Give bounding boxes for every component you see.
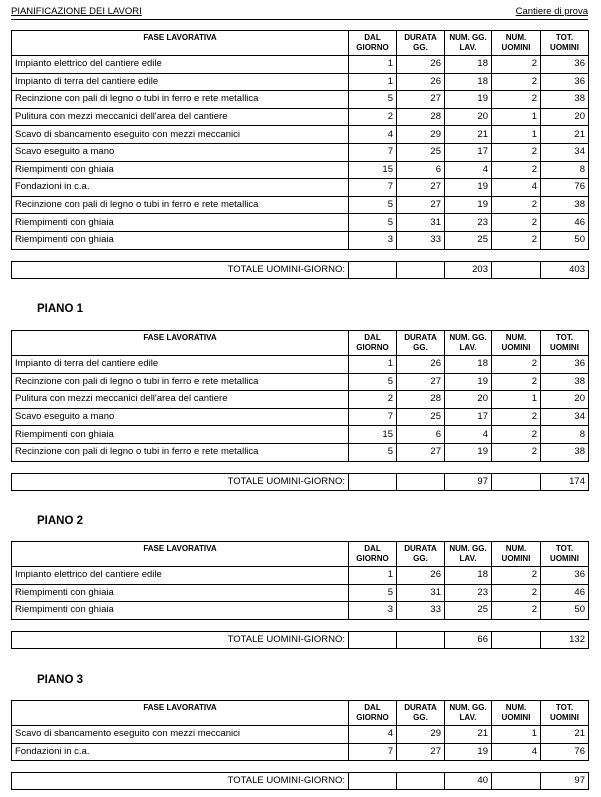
cell-num-gg-lav: 19 [445,443,492,461]
total-label: TOTALE UOMINI-GIORNO: [12,262,349,279]
total-row [12,262,589,279]
table-row [12,726,589,744]
cell-num-gg-lav: 21 [445,726,492,744]
cell-dal-giorno: 4 [349,726,397,744]
cell-fase: Recinzione con pali di legno o tubi in ferro e rete metallica [12,373,349,391]
total-table [11,261,589,279]
cell-fase: Pulitura con mezzi meccanici dell'area del cantiere [12,108,349,126]
cell-num-uomini: 1 [492,108,541,126]
col-header-fase: FASE LAVORATIVA [12,31,349,56]
cell-dal-giorno: 1 [349,356,397,374]
cell-num-gg-lav: 23 [445,584,492,602]
cell-dal-giorno: 3 [349,602,397,620]
cell-fase: Recinzione con pali di legno o tubi in ferro e rete metallica [12,443,349,461]
total-num-gg-lav: 203 [445,262,492,279]
total-empty-dal [349,632,397,649]
cell-fase: Riempimenti con ghiaia [12,231,349,249]
col-header-num-gg-lav: NUM. GG. LAV. [445,31,492,56]
table-row [12,443,589,461]
cell-num-uomini: 2 [492,602,541,620]
cell-dal-giorno: 2 [349,391,397,409]
total-empty-durata [397,632,445,649]
cell-num-gg-lav: 18 [445,56,492,74]
cell-num-gg-lav: 18 [445,567,492,585]
cell-dal-giorno: 5 [349,584,397,602]
col-header-num-gg-lav: NUM. GG. LAV. [445,701,492,726]
cell-num-gg-lav: 18 [445,356,492,374]
cell-fase: Impianto elettrico del cantiere edile [12,56,349,74]
cell-dal-giorno: 15 [349,426,397,444]
cell-tot-uomini: 8 [541,161,589,179]
col-header-durata: DURATA GG. [397,331,445,356]
cell-num-gg-lav: 19 [445,179,492,197]
cell-durata: 27 [397,196,445,214]
cell-tot-uomini: 50 [541,602,589,620]
cell-tot-uomini: 21 [541,126,589,144]
cell-fase: Scavo eseguito a mano [12,408,349,426]
cell-durata: 6 [397,426,445,444]
cell-durata: 27 [397,91,445,109]
table-row [12,567,589,585]
cell-num-gg-lav: 23 [445,214,492,232]
cell-num-uomini: 2 [492,373,541,391]
section-title: PIANO 2 [37,515,84,527]
col-header-durata: DURATA GG. [397,31,445,56]
site-name: Cantiere di prova [515,6,588,17]
col-header-dal-giorno: DAL GIORNO [349,331,397,356]
cell-fase: Scavo di sbancamento eseguito con mezzi meccanici [12,726,349,744]
table-row [12,356,589,374]
cell-tot-uomini: 46 [541,214,589,232]
cell-durata: 27 [397,373,445,391]
total-empty-dal [349,262,397,279]
work-phase-table [11,330,589,462]
cell-num-gg-lav: 17 [445,143,492,161]
cell-durata: 28 [397,108,445,126]
cell-fase: Recinzione con pali di legno o tubi in ferro e rete metallica [12,91,349,109]
col-header-dal-giorno: DAL GIORNO [349,542,397,567]
cell-dal-giorno: 2 [349,108,397,126]
cell-num-gg-lav: 25 [445,231,492,249]
cell-num-uomini: 2 [492,196,541,214]
table-row [12,743,589,761]
cell-tot-uomini: 38 [541,196,589,214]
cell-durata: 28 [397,391,445,409]
work-phase-table [11,30,589,250]
cell-durata: 26 [397,73,445,91]
table-row [12,391,589,409]
cell-durata: 25 [397,143,445,161]
total-tot-uomini: 174 [541,474,589,491]
cell-tot-uomini: 38 [541,443,589,461]
cell-num-uomini: 2 [492,56,541,74]
total-tot-uomini: 132 [541,632,589,649]
cell-fase: Riempimenti con ghiaia [12,602,349,620]
total-table [11,631,589,649]
cell-dal-giorno: 7 [349,179,397,197]
cell-fase: Riempimenti con ghiaia [12,161,349,179]
total-table [11,473,589,491]
col-header-tot-uomini: TOT. UOMINI [541,542,589,567]
total-label: TOTALE UOMINI-GIORNO: [12,474,349,491]
col-header-num-gg-lav: NUM. GG. LAV. [445,331,492,356]
total-empty-uomini [492,632,541,649]
table-row [12,108,589,126]
table-header-row [12,31,589,56]
table-header-row [12,542,589,567]
table-row [12,179,589,197]
cell-num-gg-lav: 21 [445,126,492,144]
cell-fase: Fondazioni in c.a. [12,743,349,761]
cell-num-gg-lav: 20 [445,391,492,409]
table-row [12,584,589,602]
cell-num-uomini: 1 [492,391,541,409]
cell-num-gg-lav: 17 [445,408,492,426]
cell-tot-uomini: 21 [541,726,589,744]
cell-fase: Impianto elettrico del cantiere edile [12,567,349,585]
cell-durata: 6 [397,161,445,179]
col-header-tot-uomini: TOT. UOMINI [541,331,589,356]
cell-fase: Riempimenti con ghiaia [12,214,349,232]
cell-dal-giorno: 1 [349,73,397,91]
cell-fase: Recinzione con pali di legno o tubi in ferro e rete metallica [12,196,349,214]
cell-tot-uomini: 8 [541,426,589,444]
total-empty-durata [397,773,445,790]
table-row [12,408,589,426]
cell-num-uomini: 2 [492,143,541,161]
cell-durata: 26 [397,567,445,585]
total-num-gg-lav: 97 [445,474,492,491]
cell-num-gg-lav: 19 [445,743,492,761]
cell-dal-giorno: 15 [349,161,397,179]
table-header-row [12,701,589,726]
total-empty-dal [349,773,397,790]
col-header-num-uomini: NUM. UOMINI [492,331,541,356]
cell-durata: 33 [397,231,445,249]
table-row [12,161,589,179]
cell-durata: 25 [397,408,445,426]
cell-num-uomini: 2 [492,443,541,461]
cell-num-gg-lav: 19 [445,91,492,109]
cell-fase: Scavo eseguito a mano [12,143,349,161]
cell-num-uomini: 1 [492,126,541,144]
cell-num-uomini: 2 [492,408,541,426]
cell-dal-giorno: 3 [349,231,397,249]
cell-dal-giorno: 5 [349,196,397,214]
col-header-num-uomini: NUM. UOMINI [492,542,541,567]
cell-dal-giorno: 5 [349,91,397,109]
cell-dal-giorno: 7 [349,408,397,426]
cell-fase: Scavo di sbancamento eseguito con mezzi meccanici [12,126,349,144]
col-header-durata: DURATA GG. [397,542,445,567]
section-title: PIANO 3 [37,674,84,686]
cell-fase: Impianto di terra del cantiere edile [12,73,349,91]
cell-num-uomini: 2 [492,161,541,179]
col-header-num-uomini: NUM. UOMINI [492,31,541,56]
cell-num-uomini: 2 [492,214,541,232]
col-header-num-gg-lav: NUM. GG. LAV. [445,542,492,567]
cell-tot-uomini: 36 [541,56,589,74]
table-row [12,126,589,144]
cell-num-gg-lav: 19 [445,196,492,214]
cell-dal-giorno: 1 [349,56,397,74]
total-empty-uomini [492,474,541,491]
cell-durata: 29 [397,126,445,144]
cell-durata: 27 [397,179,445,197]
cell-num-uomini: 2 [492,231,541,249]
total-row [12,632,589,649]
cell-num-uomini: 2 [492,426,541,444]
cell-num-gg-lav: 19 [445,373,492,391]
cell-tot-uomini: 34 [541,143,589,161]
col-header-durata: DURATA GG. [397,701,445,726]
total-empty-durata [397,474,445,491]
total-empty-uomini [492,773,541,790]
total-row [12,773,589,790]
cell-durata: 27 [397,743,445,761]
cell-dal-giorno: 4 [349,126,397,144]
table-row [12,91,589,109]
col-header-tot-uomini: TOT. UOMINI [541,31,589,56]
cell-tot-uomini: 50 [541,231,589,249]
cell-tot-uomini: 38 [541,91,589,109]
table-header-row [12,331,589,356]
total-empty-uomini [492,262,541,279]
cell-durata: 31 [397,214,445,232]
total-empty-durata [397,262,445,279]
cell-fase: Pulitura con mezzi meccanici dell'area del cantiere [12,391,349,409]
cell-num-uomini: 2 [492,584,541,602]
cell-fase: Riempimenti con ghiaia [12,584,349,602]
cell-num-gg-lav: 20 [445,108,492,126]
table-row [12,373,589,391]
cell-dal-giorno: 5 [349,443,397,461]
total-tot-uomini: 97 [541,773,589,790]
work-phase-table [11,541,589,620]
cell-num-uomini: 2 [492,73,541,91]
cell-tot-uomini: 76 [541,743,589,761]
cell-fase: Impianto di terra del cantiere edile [12,356,349,374]
cell-tot-uomini: 36 [541,73,589,91]
col-header-fase: FASE LAVORATIVA [12,331,349,356]
cell-tot-uomini: 38 [541,373,589,391]
total-table [11,772,589,790]
cell-durata: 26 [397,356,445,374]
cell-num-uomini: 2 [492,356,541,374]
cell-durata: 33 [397,602,445,620]
cell-num-uomini: 4 [492,743,541,761]
total-tot-uomini: 403 [541,262,589,279]
total-num-gg-lav: 40 [445,773,492,790]
cell-tot-uomini: 20 [541,391,589,409]
cell-num-gg-lav: 18 [445,73,492,91]
total-label: TOTALE UOMINI-GIORNO: [12,773,349,790]
cell-num-gg-lav: 4 [445,161,492,179]
cell-dal-giorno: 7 [349,743,397,761]
table-row [12,143,589,161]
cell-durata: 31 [397,584,445,602]
col-header-tot-uomini: TOT. UOMINI [541,701,589,726]
col-header-fase: FASE LAVORATIVA [12,701,349,726]
cell-dal-giorno: 5 [349,373,397,391]
cell-num-uomini: 2 [492,91,541,109]
page-header [11,6,588,20]
cell-durata: 29 [397,726,445,744]
cell-num-gg-lav: 4 [445,426,492,444]
document-title: PIANIFICAZIONE DEI LAVORI [11,6,142,17]
cell-tot-uomini: 46 [541,584,589,602]
col-header-fase: FASE LAVORATIVA [12,542,349,567]
table-row [12,196,589,214]
cell-tot-uomini: 20 [541,108,589,126]
table-row [12,231,589,249]
section-title: PIANO 1 [37,303,84,315]
cell-tot-uomini: 36 [541,567,589,585]
work-phase-table [11,700,589,761]
cell-num-uomini: 4 [492,179,541,197]
total-label: TOTALE UOMINI-GIORNO: [12,632,349,649]
cell-num-uomini: 1 [492,726,541,744]
table-row [12,214,589,232]
total-row [12,474,589,491]
cell-fase: Fondazioni in c.a. [12,179,349,197]
table-row [12,56,589,74]
cell-tot-uomini: 36 [541,356,589,374]
total-empty-dal [349,474,397,491]
col-header-dal-giorno: DAL GIORNO [349,31,397,56]
cell-durata: 26 [397,56,445,74]
col-header-num-uomini: NUM. UOMINI [492,701,541,726]
cell-dal-giorno: 7 [349,143,397,161]
cell-durata: 27 [397,443,445,461]
cell-dal-giorno: 1 [349,567,397,585]
total-num-gg-lav: 66 [445,632,492,649]
cell-fase: Riempimenti con ghiaia [12,426,349,444]
table-row [12,73,589,91]
cell-dal-giorno: 5 [349,214,397,232]
table-row [12,426,589,444]
table-row [12,602,589,620]
cell-num-gg-lav: 25 [445,602,492,620]
col-header-dal-giorno: DAL GIORNO [349,701,397,726]
cell-tot-uomini: 34 [541,408,589,426]
cell-tot-uomini: 76 [541,179,589,197]
cell-num-uomini: 2 [492,567,541,585]
